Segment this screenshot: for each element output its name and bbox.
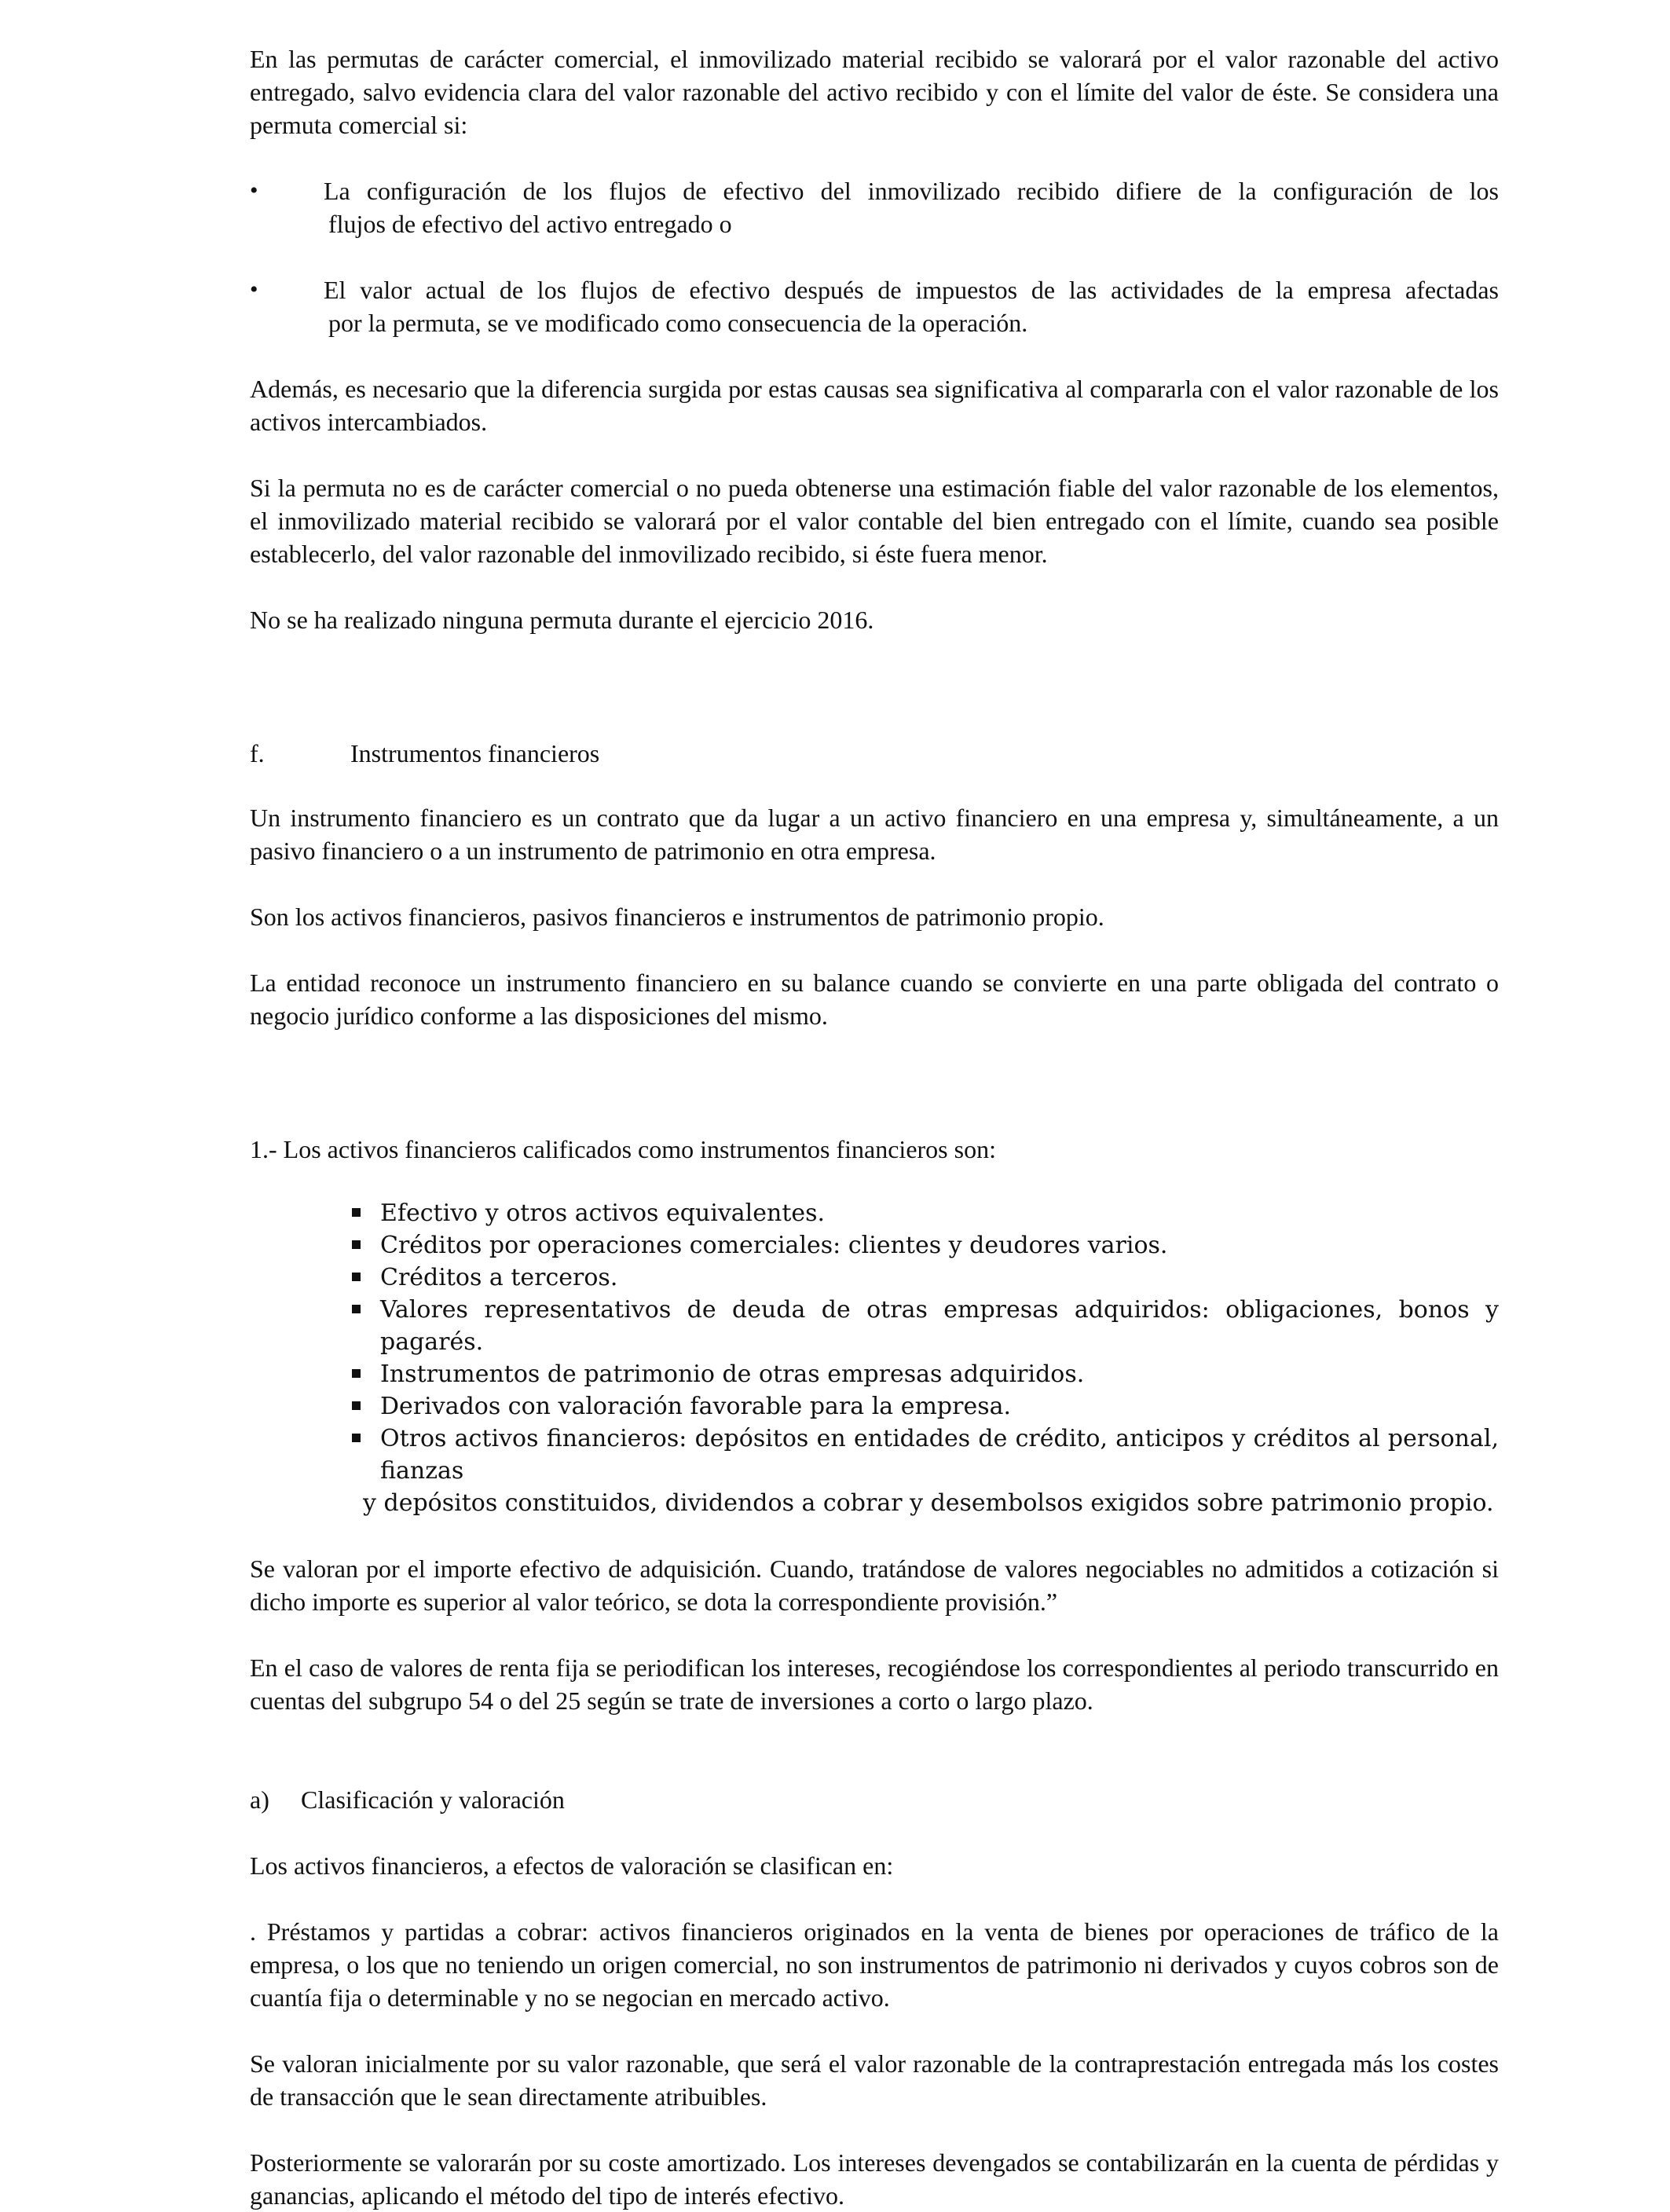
paragraph-valoran: Se valoran por el importe efectivo de adquisición. Cuando, tratándose de valores negociables no admitidos a cotización si dicho importe es superior al valor teórico, se dota la correspondiente provisión.” [250, 1555, 1499, 1616]
paragraph-instrumento: Un instrumento financiero es un contrato que da lugar a un activo financiero en una empresa y, simultáneamente, a un pasivo financiero o a un instrumento de patrimonio en otra empresa. [250, 804, 1499, 865]
section-heading-f [250, 737, 1499, 770]
list-item: Derivados con valoración favorable para la empresa. [352, 1390, 1499, 1423]
bullet-item [250, 174, 1499, 240]
bullet-text-continued: por la permuta, se ve modificado como consecuencia de la operación. [328, 309, 1028, 337]
list-item: Instrumentos de patrimonio de otras empresas adquiridos. [352, 1358, 1499, 1390]
section-number: f. [250, 739, 265, 767]
list-item: Valores representativos de deuda de otras empresas adquiridos: obligaciones, bonos y pagarés. [352, 1294, 1499, 1358]
list-item: Efectivo y otros activos equivalentes. [352, 1197, 1499, 1229]
bullet-dot-icon: • [250, 276, 258, 302]
list-intro: 1.- Los activos financieros calificados como instrumentos financieros son: [250, 1135, 996, 1163]
square-bullet-icon [352, 1401, 361, 1410]
list-item: Créditos a terceros. [352, 1262, 1499, 1294]
intro-paragraph: En las permutas de carácter comercial, el inmovilizado material recibido se valorará por el valor razonable del activo entregado, salvo evidencia clara del valor razonable del activo recibido y con el límite del valor de éste. Se considera una permuta comercial si: [250, 45, 1499, 139]
paragraph-prestamos: . Préstamos y partidas a cobrar: activos financieros originados en la venta de bienes por operaciones de tráfico de la empresa, o los que no teniendo un origen comercial, no son instrumentos de patrimonio ni derivados y cuyos cobros son de cuantía fija o determinable y no se negocian en mercado activo. [250, 1917, 1499, 2012]
bullet-dot-icon: • [250, 178, 258, 203]
square-bullet-icon [352, 1369, 361, 1378]
bullet-text: La configuración de los flujos de efectivo del inmovilizado recibido difiere de la configuración de los [324, 177, 1499, 205]
bullet-item [250, 273, 1499, 339]
paragraph-son: Son los activos financieros, pasivos financieros e instrumentos de patrimonio propio. [250, 903, 1104, 931]
square-bullet-icon [352, 1434, 361, 1442]
bullet-text-continued: flujos de efectivo del activo entregado o [328, 210, 732, 238]
square-bullet-icon [352, 1273, 361, 1281]
section-number: a) [250, 1785, 269, 1814]
document-page [250, 42, 1499, 2212]
square-bullet-icon [352, 1305, 361, 1313]
paragraph-entidad: La entidad reconoce un instrumento financiero en su balance cuando se convierte en una parte obligada del contrato o negocio jurídico conforme a las disposiciones del mismo. [250, 969, 1499, 1030]
paragraph-clasifican: Los activos financieros, a efectos de valoración se clasifican en: [250, 1851, 894, 1880]
square-bullet-icon [352, 1208, 361, 1217]
bullet-text: El valor actual de los flujos de efectivo después de impuestos de las actividades de la empresa afectadas [324, 276, 1499, 304]
paragraph-no-permuta: No se ha realizado ninguna permuta durante el ejercicio 2016. [250, 606, 874, 634]
list-item: Créditos por operaciones comerciales: clientes y deudores varios. [352, 1229, 1499, 1262]
section-heading-a [250, 1783, 1499, 1816]
square-bullet-icon [352, 1240, 361, 1249]
section-title: Instrumentos financieros [350, 739, 600, 767]
paragraph-ademas: Además, es necesario que la diferencia surgida por estas causas sea significativa al compararla con el valor razonable de los activos intercambiados. [250, 375, 1499, 436]
paragraph-si-permuta: Si la permuta no es de carácter comercial o no pueda obtenerse una estimación fiable del valor razonable de los elementos, el inmovilizado material recibido se valorará por el valor contable del bien entregado con el límite, cuando sea posible establecerlo, del valor razonable del inmovilizado recibido, si éste fuera menor. [250, 474, 1499, 568]
list-item: Otros activos financieros: depósitos en entidades de crédito, anticipos y créditos al personal, fianzas y depósitos constituidos, dividendos a cobrar y desembolsos exigidos sobre patrimonio propio. [352, 1423, 1499, 1519]
paragraph-posterior: Posteriormente se valorarán por su coste amortizado. Los intereses devengados se contabilizarán en la cuenta de pérdidas y ganancias, aplicando el método del tipo de interés efectivo. [250, 2148, 1499, 2210]
asset-list [250, 1197, 1499, 1519]
section-title: Clasificación y valoración [301, 1785, 565, 1814]
paragraph-renta-fija: En el caso de valores de renta fija se periodifican los intereses, recogiéndose los correspondientes al periodo transcurrido en cuentas del subgrupo 54 o del 25 según se trate de inversiones a corto o largo plazo. [250, 1654, 1499, 1715]
paragraph-inicial: Se valoran inicialmente por su valor razonable, que será el valor razonable de la contraprestación entregada más los costes de transacción que le sean directamente atribuibles. [250, 2049, 1499, 2111]
